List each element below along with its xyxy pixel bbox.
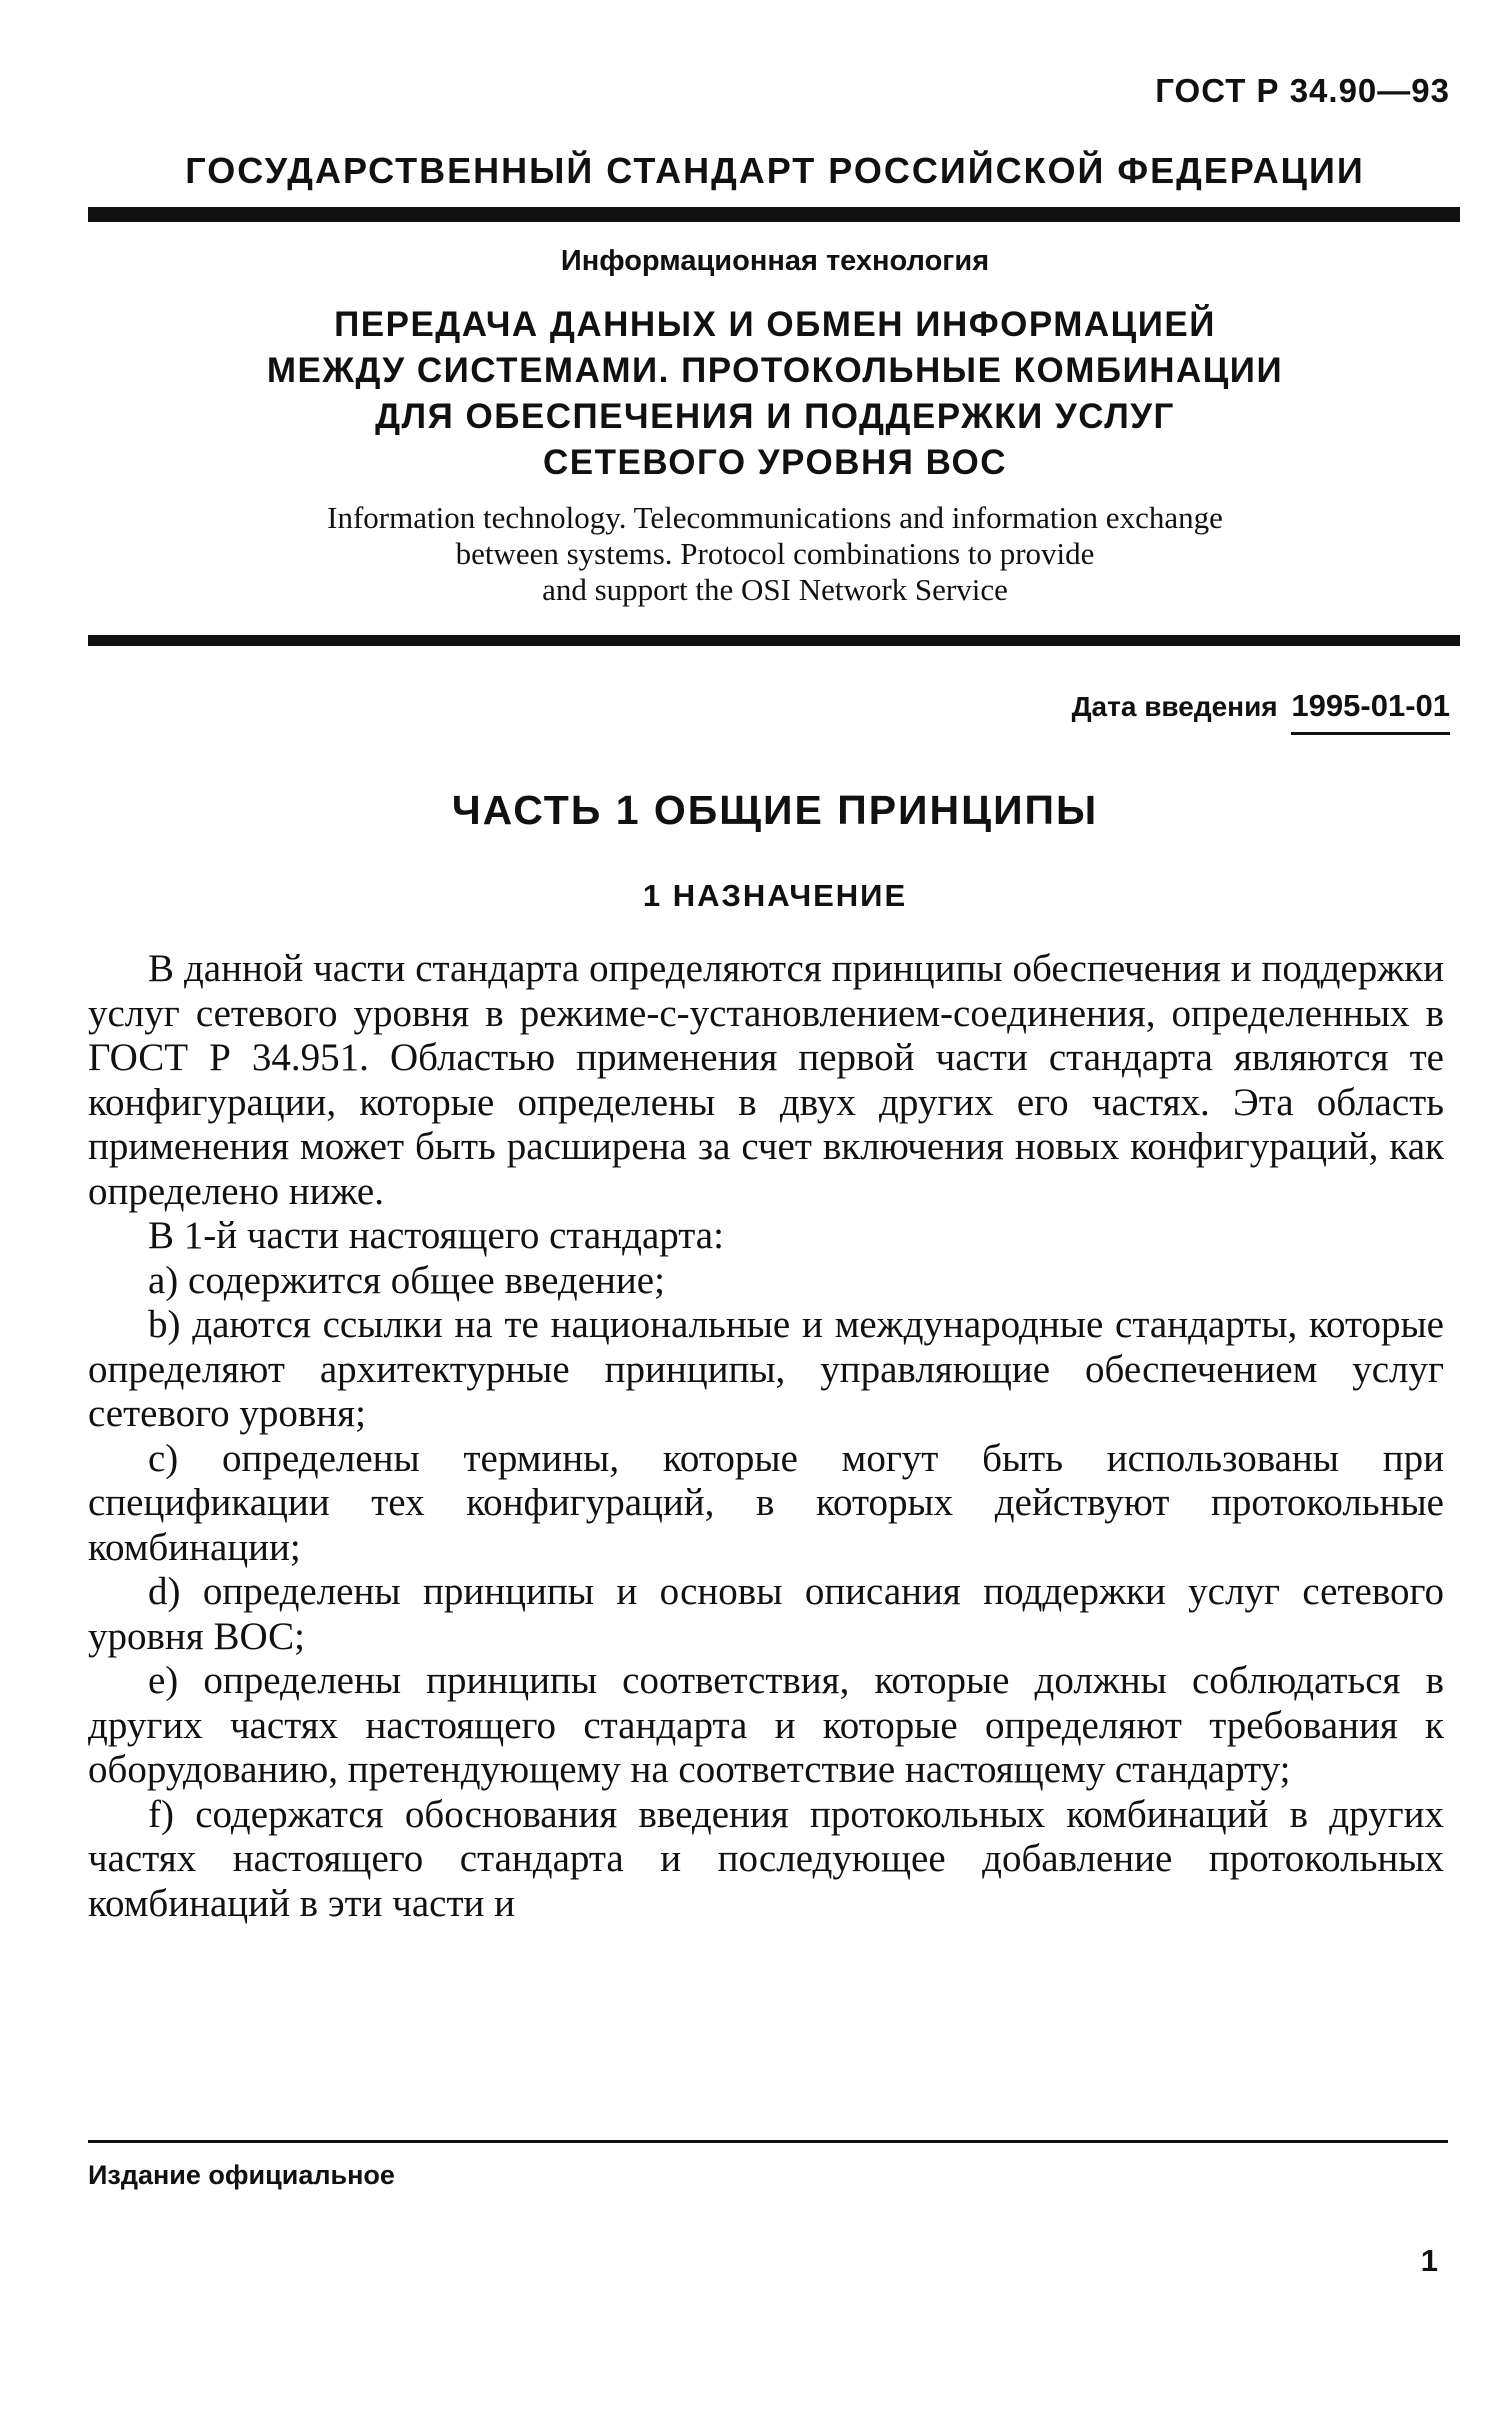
page-number: 1 [1420, 2243, 1438, 2278]
document-title [90, 302, 1460, 486]
title-line: ПЕРЕДАЧА ДАННЫХ И ОБМЕН ИНФОРМАЦИЕЙ [334, 305, 1216, 344]
english-title [90, 500, 1460, 608]
date-value: 1995-01-01 [1291, 688, 1450, 735]
section-heading: 1 НАЗНАЧЕНИЕ [642, 878, 908, 913]
list-intro: В 1-й части настоящего стандарта: [148, 1214, 724, 1257]
state-standard-title: ГОСУДАРСТВЕННЫЙ СТАНДАРТ РОССИЙСКОЙ ФЕДЕРАЦИИ [185, 150, 1365, 191]
date-label: Дата введения [1071, 691, 1278, 722]
standard-code: ГОСТ Р 34.90—93 [1155, 72, 1450, 109]
english-title-line: and support the OSI Network Service [542, 572, 1008, 607]
list-item: d) определены принципы и основы описания поддержки услуг сетевого уровня ВОС; [88, 1570, 1444, 1658]
document-subject: Информационная технология [560, 245, 990, 277]
header-divider [88, 207, 1460, 222]
list-item: f) содержатся обоснования введения протокольных комбинаций в других частях настоящего стандарта и последующее добавление протокольных комбинаций в эти части и [88, 1792, 1444, 1925]
intro-paragraph: В данной части стандарта определяются принципы обеспечения и поддержки услуг сетевого уровня в режиме-с-установлением-соединения, определенных в ГОСТ Р 34.951. Областью применения первой части стандарта являются те конфигурации, которые определены в двух других его частях. Эта область применения может быть расширена за счет включения новых конфигураций, как определено ниже. [88, 947, 1444, 1213]
part-heading: ЧАСТЬ 1 ОБЩИЕ ПРИНЦИПЫ [451, 787, 1099, 833]
introduction-date [1072, 688, 1450, 735]
body-text [88, 947, 1444, 1926]
footer-divider [88, 2140, 1448, 2143]
list-item: c) определены термины, которые могут быть использованы при спецификации тех конфигураций, в которых действуют протокольные комбинации; [88, 1436, 1444, 1569]
english-title-line: Information technology. Telecommunications and information exchange [327, 500, 1223, 535]
official-edition-note: Издание официальное [88, 2160, 395, 2190]
title-line: СЕТЕВОГО УРОВНЯ ВОС [542, 443, 1008, 482]
title-line: МЕЖДУ СИСТЕМАМИ. ПРОТОКОЛЬНЫЕ КОМБИНАЦИИ [266, 351, 1284, 390]
title-line: ДЛЯ ОБЕСПЕЧЕНИЯ И ПОДДЕРЖКИ УСЛУГ [375, 397, 1175, 436]
list-item: e) определены принципы соответствия, которые должны соблюдаться в других частях настоящего стандарта и которые определяют требования к оборудованию, претендующему на соответствие настоящему стандарту; [88, 1659, 1444, 1791]
title-divider [88, 635, 1460, 646]
list-item: a) содержится общее введение; [148, 1258, 665, 1302]
list-item: b) даются ссылки на те национальные и международные стандарты, которые определяют архитектурные принципы, управляющие обеспечением услуг сетевого уровня; [88, 1303, 1444, 1435]
english-title-line: between systems. Protocol combinations to provide [455, 536, 1095, 571]
